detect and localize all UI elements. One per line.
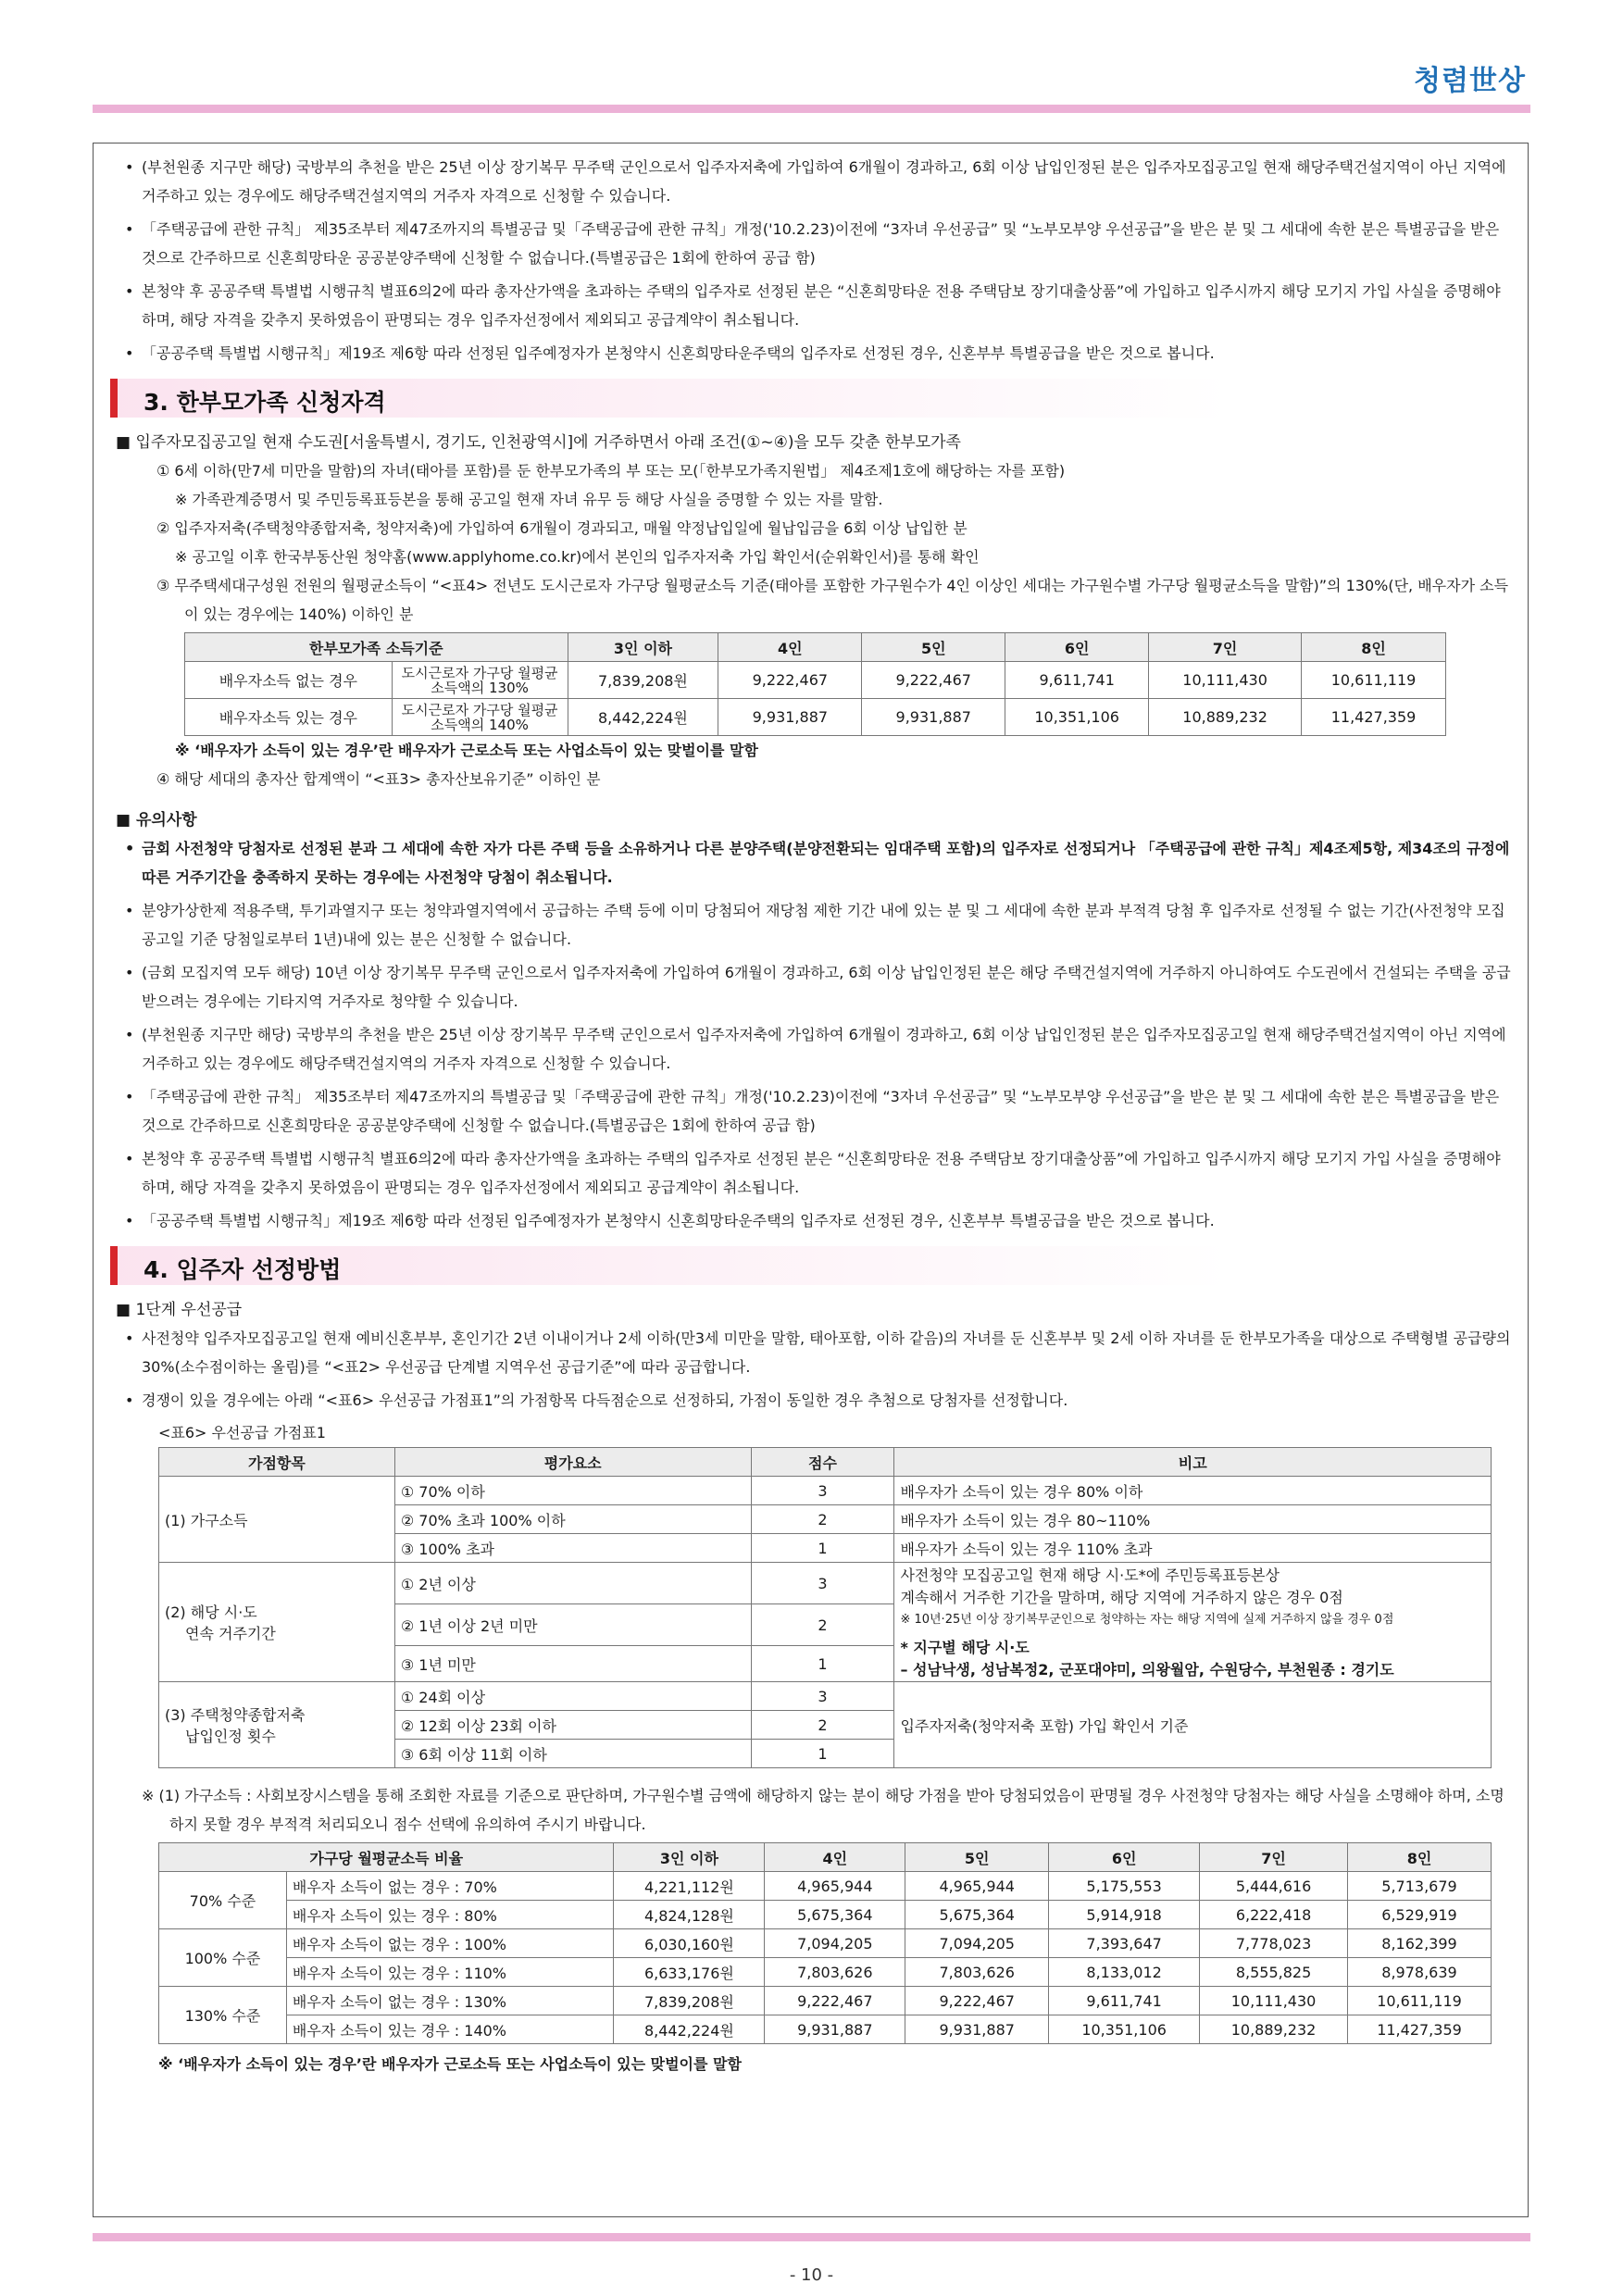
- table-row: [159, 1958, 1492, 1987]
- table-cell: 8,555,825: [1200, 1958, 1348, 1987]
- table-cell: 8,978,639: [1348, 1958, 1492, 1987]
- table-cell: ② 1년 이상 2년 미만: [394, 1604, 751, 1646]
- final-note: ※ ‘배우자가 소득이 있는 경우’란 배우자가 근로소득 또는 사업소득이 있는 맞벌이를 말함: [158, 2055, 742, 2073]
- table-row: [185, 662, 1446, 699]
- note-line: – 성남낙생, 성남복정2, 군포대야미, 의왕월암, 수원당수, 부천원종 : 경기도: [900, 1661, 1394, 1678]
- table-cell: 10,351,106: [1049, 2015, 1200, 2044]
- note-line: ※ 10년·25년 이상 장기복무군인으로 청약하는 자는 해당 지역에 실제 거주하지 않을 경우 0점: [900, 1613, 1394, 1627]
- row-label: 배우자소득 없는 경우: [185, 662, 393, 699]
- table-row: [159, 1682, 1492, 1711]
- table-header: 3인 이하: [614, 1843, 765, 1872]
- section-title: 3. 한부모가족 신청자격: [144, 389, 386, 416]
- table-row: [159, 1477, 1492, 1505]
- list-item: • 경쟁이 있을 경우에는 아래 “<표6> 우선공급 가점표1”의 가점항목 다득점순으로 선정하되, 가점이 동일한 경우 추첨으로 당첨자를 선정합니다.: [110, 1386, 1511, 1415]
- footer-divider: [93, 2233, 1530, 2241]
- table-cell: 배우자가 소득이 있는 경우 110% 초과: [894, 1534, 1492, 1563]
- table-cell: 7,778,023: [1200, 1929, 1348, 1958]
- stage1-heading: ■ 1단계 우선공급: [116, 1301, 243, 1319]
- table-cell: 10,111,430: [1149, 662, 1302, 699]
- table-cell: 3: [751, 1477, 894, 1505]
- condition-1-note: ※ 가족관계증명서 및 주민등록표등본을 통해 공고일 현재 자녀 유무 등 해당 사실을 증명할 수 있는 자를 말함.: [175, 491, 883, 508]
- table-cell: 3: [751, 1563, 894, 1604]
- cautions-heading: ■ 유의사항: [116, 811, 197, 830]
- table-note: ※ ‘배우자가 소득이 있는 경우’란 배우자가 근로소득 또는 사업소득이 있는 맞벌이를 말함: [175, 742, 758, 759]
- table-header: 8인: [1302, 633, 1446, 662]
- table-cell: 9,931,887: [862, 699, 1005, 736]
- table-header: 4인: [765, 1843, 905, 1872]
- table-cell: 9,931,887: [765, 2015, 905, 2044]
- section-marker: [110, 1246, 118, 1285]
- table-cell: 9,222,467: [718, 662, 862, 699]
- table-header: 3인 이하: [568, 633, 718, 662]
- table-cell: 8,162,399: [1348, 1929, 1492, 1958]
- row-label: 배우자소득 있는 경우: [185, 699, 393, 736]
- table-cell: 8,133,012: [1049, 1958, 1200, 1987]
- list-item: • (부천원종 지구만 해당) 국방부의 추천을 받은 25년 이상 장기복무 무주택 군인으로서 입주자저축에 가입하여 6개월이 경과하고, 6회 이상 납입인정된 분은 입주자모집공고일 현재 해당주택건설지역이 아닌 지역에 거주하고 있는 경우에도 해당주택건설지역의 거주자 자격으로 신청할 수 있습니다.: [110, 1020, 1511, 1078]
- table-cell: 11,427,359: [1348, 2015, 1492, 2044]
- income-note: ※ (1) 가구소득 : 사회보장시스템을 통해 조회한 자료를 기준으로 판단하며, 가구원수별 금액에 해당하지 않는 분이 해당 가점을 받아 당첨되었음이 판명될 경우 사전청약 당첨자는 해당 사실을 소명해야 하며, 소명하지 못할 경우 부적격 처리되오니 점수 선택에 유의하여 주시기 바랍니다.: [142, 1787, 1504, 1833]
- table-cell: 10,889,232: [1200, 2015, 1348, 2044]
- table-cell: 7,803,626: [765, 1958, 905, 1987]
- table-header: 가점항목: [159, 1448, 395, 1477]
- list-item: • 「주택공급에 관한 규칙」 제35조부터 제47조까지의 특별공급 및「주택공급에 관한 규칙」개정('10.2.23)이전에 “3자녀 우선공급” 및 “노부모부양 우선공급”을 받은 분 및 그 세대에 속한 분은 특별공급을 받은 것으로 간주하므로 신혼희망타운 공공분양주택에 신청할 수 없습니다.(특별공급은 1회에 한하여 공급 함): [110, 215, 1511, 272]
- table-cell: 5,675,364: [765, 1901, 905, 1929]
- table-cell: 배우자 소득이 없는 경우 : 70%: [286, 1872, 614, 1901]
- list-item: • 본청약 후 공공주택 특별법 시행규칙 별표6의2에 따라 총자산가액을 초과하는 주택의 입주자로 선정된 분은 “신혼희망타운 전용 주택담보 장기대출상품”에 가입하고 입주시까지 해당 모기지 가입 사실을 증명해야 하며, 해당 자격을 갖추지 못하였음이 판명되는 경우 입주자선정에서 제외되고 공급계약이 취소됩니다.: [110, 277, 1511, 334]
- table-cell: 1: [751, 1534, 894, 1563]
- table-header: 비고: [894, 1448, 1492, 1477]
- note-line: 계속해서 거주한 기간을 말하며, 해당 지역에 거주하지 않은 경우 0점: [900, 1589, 1343, 1606]
- table-cell: 배우자가 소득이 있는 경우 80% 이하: [894, 1477, 1492, 1505]
- section-marker: [110, 379, 118, 418]
- table-cell: 9,931,887: [905, 2015, 1049, 2044]
- table-header: 평가요소: [394, 1448, 751, 1477]
- logo: 청렴世상: [1414, 65, 1526, 97]
- list-item: • 「공공주택 특별법 시행규칙」제19조 제6항 따라 선정된 입주예정자가 본청약시 신혼희망타운주택의 입주자로 선정된 경우, 신혼부부 특별공급을 받은 것으로 봅니다.: [110, 339, 1511, 368]
- row-label: [159, 1682, 395, 1768]
- table-cell: ③ 6회 이상 11회 이하: [394, 1740, 751, 1768]
- table-header: 한부모가족 소득기준: [185, 633, 568, 662]
- table-cell: 6,633,176원: [614, 1958, 765, 1987]
- header-divider: [93, 105, 1530, 113]
- list-item: • (금회 모집지역 모두 해당) 10년 이상 장기복무 무주택 군인으로서 입주자저축에 가입하여 6개월이 경과하고, 6회 이상 납입인정된 분은 해당 주택건설지역에 거주하지 아니하여도 수도권에서 건설되는 주택을 공급받으려는 경우에는 기타지역 거주자로 청약할 수 있습니다.: [110, 958, 1511, 1016]
- table-row: [159, 2015, 1492, 2044]
- list-item: • 사전청약 입주자모집공고일 현재 예비신혼부부, 혼인기간 2년 이내이거나 2세 이하(만3세 미만을 말함, 태아포함, 이하 같음)의 자녀를 둔 신혼부부 및 2세 이하 자녀를 둔 한부모가족을 대상으로 주택형별 공급량의 30%(소수점이하는 올림)를 “<표2> 우선공급 단계별 지역우선 공급기준”에 따라 공급합니다.: [110, 1324, 1511, 1381]
- table-cell: 6,222,418: [1200, 1901, 1348, 1929]
- table-row: [159, 1872, 1492, 1901]
- row-label-line: (2) 해당 시·도: [165, 1603, 257, 1621]
- table-cell: 10,611,119: [1348, 1987, 1492, 2015]
- condition-4: ④ 해당 세대의 총자산 합계액이 “<표3> 총자산보유기준” 이하인 분: [156, 770, 601, 788]
- table-cell: 6,030,160원: [614, 1929, 765, 1958]
- table-cell: 4,965,944: [905, 1872, 1049, 1901]
- section-title: 4. 입주자 선정방법: [144, 1256, 342, 1283]
- table-cell: 입주자저축(청약저축 포함) 가입 확인서 기준: [894, 1682, 1492, 1768]
- table-cell: ① 70% 이하: [394, 1477, 751, 1505]
- table-header: 점수: [751, 1448, 894, 1477]
- table-cell: 5,713,679: [1348, 1872, 1492, 1901]
- content-frame: [93, 143, 1529, 2217]
- note-line: * 지구별 해당 시·도: [900, 1639, 1030, 1656]
- table-cell: 10,351,106: [1005, 699, 1149, 736]
- table-cell: 9,931,887: [718, 699, 862, 736]
- table-cell: ① 24회 이상: [394, 1682, 751, 1711]
- table-cell: 배우자 소득이 없는 경우 : 130%: [286, 1987, 614, 2015]
- table-cell: 9,222,467: [862, 662, 1005, 699]
- table-cell: 배우자 소득이 있는 경우 : 80%: [286, 1901, 614, 1929]
- table-cell: 4,221,112원: [614, 1872, 765, 1901]
- table-cell: 배우자 소득이 없는 경우 : 100%: [286, 1929, 614, 1958]
- row-basis: 도시근로자 가구당 월평균소득액의 140%: [392, 699, 568, 736]
- table-cell: 5,914,918: [1049, 1901, 1200, 1929]
- table-cell: 3: [751, 1682, 894, 1711]
- table-header: 8인: [1348, 1843, 1492, 1872]
- condition-2: ② 입주자저축(주택청약종합저축, 청약저축)에 가입하여 6개월이 경과되고, 매월 약정납입일에 월납입금을 6회 이상 납입한 분: [156, 519, 968, 537]
- table-cell: 5,175,553: [1049, 1872, 1200, 1901]
- priority-score-table: [158, 1447, 1492, 1768]
- row-label: 70% 수준: [159, 1872, 287, 1929]
- page-number: - 10 -: [789, 2265, 834, 2285]
- table-cell: 5,675,364: [905, 1901, 1049, 1929]
- table-cell: 4,965,944: [765, 1872, 905, 1901]
- condition-3: ③ 무주택세대구성원 전원의 월평균소득이 “<표4> 전년도 도시근로자 가구당 월평균소득 기준(태아를 포함한 가구원수가 4인 이상인 세대는 가구원수별 가구당 월평균소득을 말함)”의 130%(단, 배우자가 소득이 있는 경우에는 140%) 이하인 분: [156, 577, 1509, 623]
- table-header: 4인: [718, 633, 862, 662]
- table-cell: 10,611,119: [1302, 662, 1446, 699]
- table-cell: 6,529,919: [1348, 1901, 1492, 1929]
- table-cell: 8,442,224원: [614, 2015, 765, 2044]
- table-row: [159, 1987, 1492, 2015]
- table6-caption: <표6> 우선공급 가점표1: [158, 1424, 326, 1441]
- table-cell: 7,839,208원: [614, 1987, 765, 2015]
- table-cell: 배우자 소득이 있는 경우 : 140%: [286, 2015, 614, 2044]
- row-label: 100% 수준: [159, 1929, 287, 1987]
- household-income-table: [158, 1842, 1492, 2044]
- table-cell: 2: [751, 1711, 894, 1740]
- table-header: 6인: [1005, 633, 1149, 662]
- table-cell: 10,889,232: [1149, 699, 1302, 736]
- table-cell: 8,442,224원: [568, 699, 718, 736]
- table-cell: 배우자가 소득이 있는 경우 80~110%: [894, 1505, 1492, 1534]
- row-label: 130% 수준: [159, 1987, 287, 2044]
- section-heading: [110, 379, 1511, 418]
- table-cell: 10,111,430: [1200, 1987, 1348, 2015]
- condition-1: ① 6세 이하(만7세 미만을 말함)의 자녀(태아를 포함)를 둔 한부모가족의 부 또는 모(「한부모가족지원법」 제4조제1호에 해당하는 자를 포함): [156, 462, 1066, 480]
- table-cell: 배우자 소득이 있는 경우 : 110%: [286, 1958, 614, 1987]
- table-header: 5인: [862, 633, 1005, 662]
- table-cell: ② 70% 초과 100% 이하: [394, 1505, 751, 1534]
- row-label: [159, 1563, 395, 1682]
- table-cell: 5,444,616: [1200, 1872, 1348, 1901]
- table-header: 5인: [905, 1843, 1049, 1872]
- table-cell: 9,222,467: [905, 1987, 1049, 2015]
- table-cell: ② 12회 이상 23회 이하: [394, 1711, 751, 1740]
- table-row: [159, 1929, 1492, 1958]
- table-cell: 2: [751, 1604, 894, 1646]
- table-cell: 7,839,208원: [568, 662, 718, 699]
- table-cell: 7,803,626: [905, 1958, 1049, 1987]
- table-cell: 1: [751, 1646, 894, 1682]
- list-item: • 「공공주택 특별법 시행규칙」제19조 제6항 따라 선정된 입주예정자가 본청약시 신혼희망타운주택의 입주자로 선정된 경우, 신혼부부 특별공급을 받은 것으로 봅니다.: [110, 1206, 1511, 1235]
- list-item: • 분양가상한제 적용주택, 투기과열지구 또는 청약과열지역에서 공급하는 주택 등에 이미 당첨되어 재당첨 제한 기간 내에 있는 분 및 그 세대에 속한 분과 부적격 당첨 후 입주자로 선정될 수 없는 기간(사전청약 모집공고일 기준 당첨일로부터 1년)내에 있는 분은 신청할 수 없습니다.: [110, 896, 1511, 954]
- table-row: [159, 1901, 1492, 1929]
- table-cell: 1: [751, 1740, 894, 1768]
- table-header: 가구당 월평균소득 비율: [159, 1843, 614, 1872]
- row-label: (1) 가구소득: [159, 1477, 395, 1563]
- list-item: • 「주택공급에 관한 규칙」 제35조부터 제47조까지의 특별공급 및「주택공급에 관한 규칙」개정('10.2.23)이전에 “3자녀 우선공급” 및 “노부모부양 우선공급”을 받은 분 및 그 세대에 속한 분은 특별공급을 받은 것으로 간주하므로 신혼희망타운 공공분양주택에 신청할 수 없습니다.(특별공급은 1회에 한하여 공급 함): [110, 1082, 1511, 1140]
- table-header: 7인: [1149, 633, 1302, 662]
- table-row: [159, 1563, 1492, 1604]
- section-heading: [110, 1246, 1511, 1285]
- cautions-list: [110, 834, 1511, 1235]
- row-label-line: 납입인정 횟수: [185, 1728, 276, 1745]
- table-cell: 7,393,647: [1049, 1929, 1200, 1958]
- note-line: 사전청약 모집공고일 현재 해당 시·도*에 주민등록표등본상: [900, 1566, 1280, 1584]
- list-item: • 금회 사전청약 당첨자로 선정된 분과 그 세대에 속한 자가 다른 주택 등을 소유하거나 다른 분양주택(분양전환되는 임대주택 포함)의 입주자로 선정되거나 「주택공급에 관한 규칙」제4조제5항, 제34조의 규정에 따른 거주기간을 충족하지 못하는 경우에는 사전청약 당첨이 취소됩니다.: [110, 834, 1511, 892]
- table-cell: [894, 1563, 1492, 1682]
- table-cell: ③ 1년 미만: [394, 1646, 751, 1682]
- table-cell: 2: [751, 1505, 894, 1534]
- condition-2-note: ※ 공고일 이후 한국부동산원 청약홈(www.applyhome.co.kr)에서 본인의 입주자저축 가입 확인서(순위확인서)를 통해 확인: [175, 548, 980, 566]
- table-cell: 11,427,359: [1302, 699, 1446, 736]
- table-cell: 4,824,128원: [614, 1901, 765, 1929]
- table-cell: 9,611,741: [1005, 662, 1149, 699]
- single-parent-income-table: [184, 632, 1446, 736]
- table-cell: ① 2년 이상: [394, 1563, 751, 1604]
- section3-lead: ■ 입주자모집공고일 현재 수도권[서울특별시, 경기도, 인천광역시]에 거주하면서 아래 조건(①~④)을 모두 갖춘 한부모가족: [116, 433, 961, 452]
- table-row: [185, 699, 1446, 736]
- table-header: 6인: [1049, 1843, 1200, 1872]
- table-cell: 9,611,741: [1049, 1987, 1200, 2015]
- table-cell: 9,222,467: [765, 1987, 905, 2015]
- table-cell: 7,094,205: [905, 1929, 1049, 1958]
- table-cell: 7,094,205: [765, 1929, 905, 1958]
- table-cell: ③ 100% 초과: [394, 1534, 751, 1563]
- row-label-line: 연속 거주기간: [185, 1625, 276, 1642]
- top-bullet-list: [110, 153, 1511, 368]
- table-header: 7인: [1200, 1843, 1348, 1872]
- list-item: • (부천원종 지구만 해당) 국방부의 추천을 받은 25년 이상 장기복무 무주택 군인으로서 입주자저축에 가입하여 6개월이 경과하고, 6회 이상 납입인정된 분은 입주자모집공고일 현재 해당주택건설지역이 아닌 지역에 거주하고 있는 경우에도 해당주택건설지역의 거주자 자격으로 신청할 수 있습니다.: [110, 153, 1511, 210]
- row-label-line: (3) 주택청약종합저축: [165, 1706, 306, 1724]
- row-basis: 도시근로자 가구당 월평균소득액의 130%: [392, 662, 568, 699]
- list-item: • 본청약 후 공공주택 특별법 시행규칙 별표6의2에 따라 총자산가액을 초과하는 주택의 입주자로 선정된 분은 “신혼희망타운 전용 주택담보 장기대출상품”에 가입하고 입주시까지 해당 모기지 가입 사실을 증명해야 하며, 해당 자격을 갖추지 못하였음이 판명되는 경우 입주자선정에서 제외되고 공급계약이 취소됩니다.: [110, 1144, 1511, 1202]
